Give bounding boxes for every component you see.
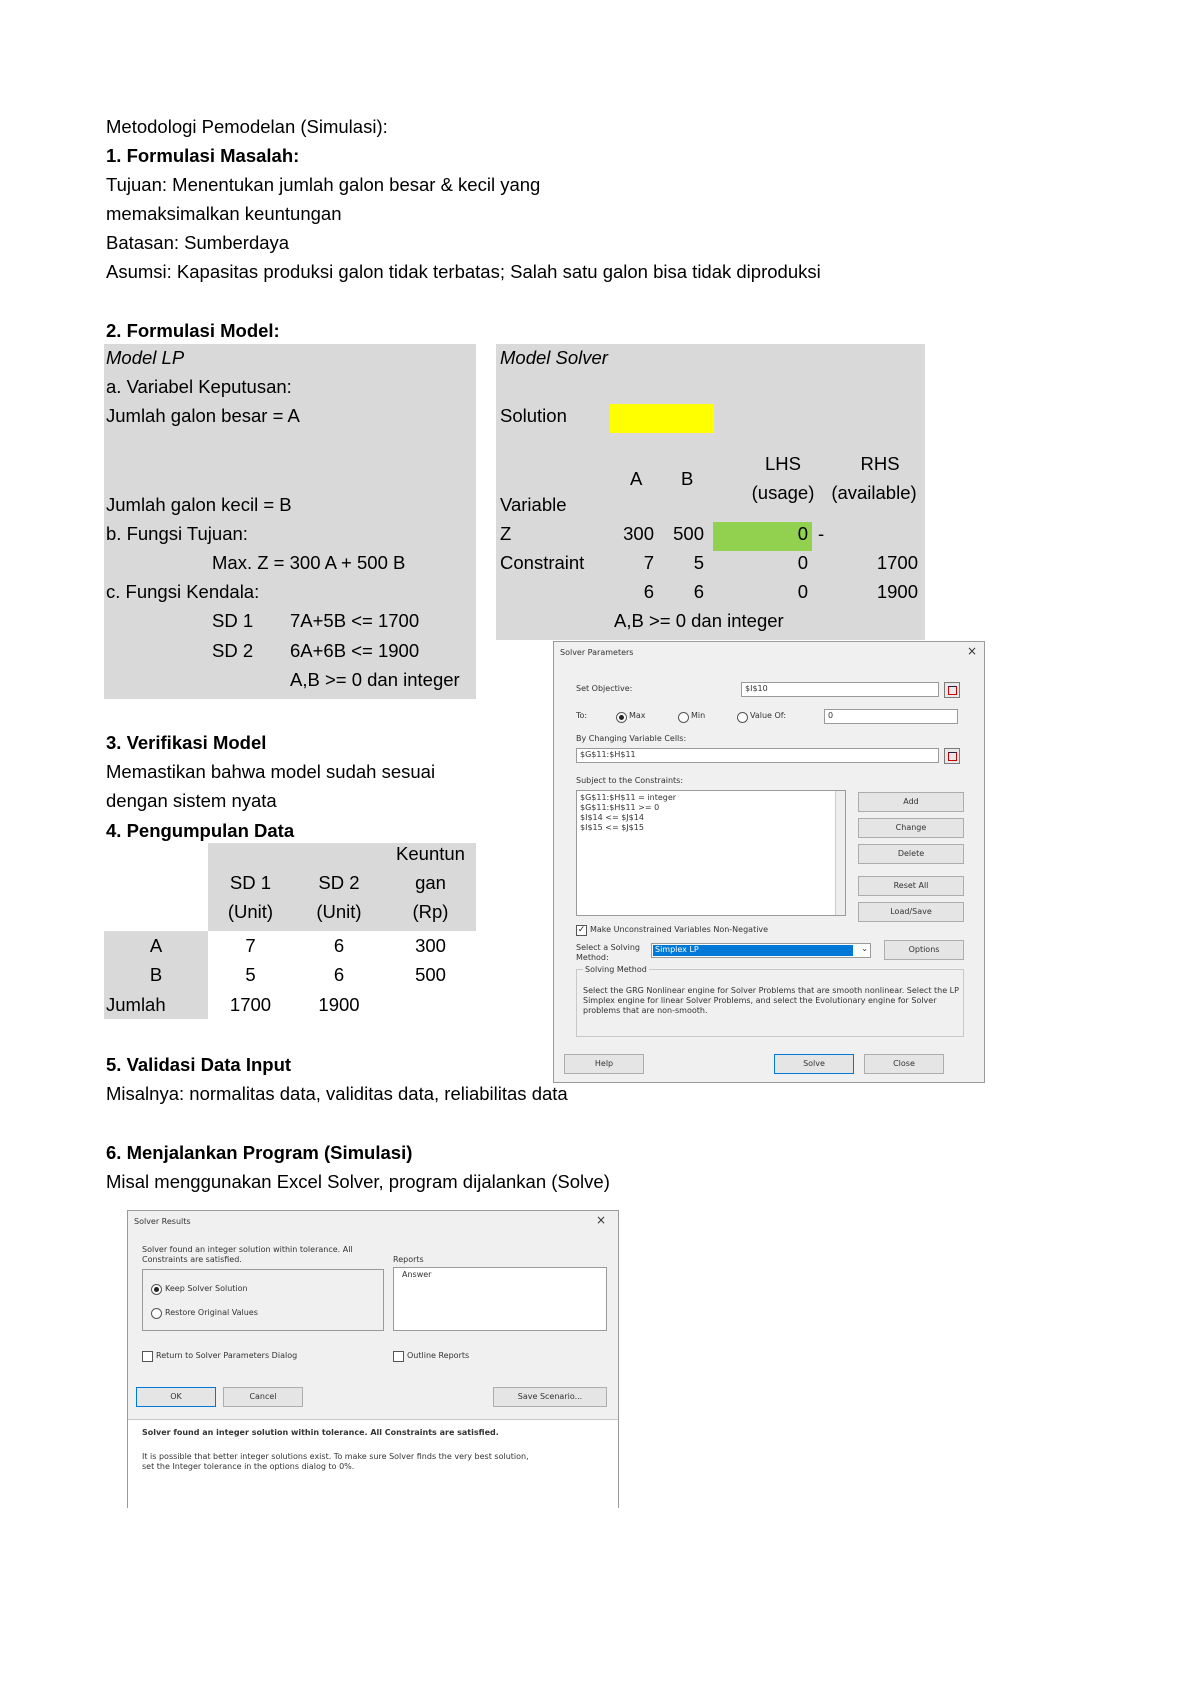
help-button[interactable]: Help xyxy=(564,1054,644,1074)
solver-c2-a: 6 xyxy=(643,581,654,602)
reset-all-button[interactable]: Reset All xyxy=(858,876,964,896)
constraints-scrollbar[interactable] xyxy=(835,791,845,915)
results-footer xyxy=(128,1419,618,1508)
solver-results-title: Solver Results xyxy=(134,1217,191,1226)
solver-results-dialog xyxy=(127,1210,619,1508)
keep-solution-label: Keep Solver Solution xyxy=(165,1284,248,1293)
reports-label: Reports xyxy=(393,1255,424,1264)
solver-col-lhs-sub: (usage) xyxy=(751,482,815,503)
row-b-label: B xyxy=(149,964,163,985)
solver-col-lhs: LHS xyxy=(765,453,801,474)
th-sd2: SD 2 xyxy=(318,872,360,893)
row-a-sd2: 6 xyxy=(333,935,345,956)
section-5-title: 5. Validasi Data Input xyxy=(106,1054,292,1075)
close-icon[interactable]: × xyxy=(596,1213,607,1227)
solver-col-a: A xyxy=(630,468,643,489)
options-button[interactable]: Options xyxy=(884,940,964,960)
solving-desc-line1: Select the GRG Nonlinear engine for Solver Problems that are smooth nonlinear. Select the LP xyxy=(583,986,959,995)
changing-cells-input[interactable]: $G$11:$H$11 xyxy=(576,748,939,763)
save-scenario-button[interactable]: Save Scenario... xyxy=(493,1387,607,1407)
value-of-input[interactable]: 0 xyxy=(824,709,958,724)
section-1-title: 1. Formulasi Masalah: xyxy=(106,145,300,166)
delete-button[interactable]: Delete xyxy=(858,844,964,864)
solver-col-rhs-sub: (available) xyxy=(831,482,917,503)
lp-variabel-keputusan: a. Variabel Keputusan: xyxy=(106,376,292,397)
footer-line1: It is possible that better integer solutions exist. To make sure Solver finds the very best solution, xyxy=(142,1452,529,1461)
constraint-item[interactable]: $G$11:$H$11 >= 0 xyxy=(580,803,660,812)
changing-ref-icon[interactable] xyxy=(944,748,960,764)
lp-sd1-label: SD 1 xyxy=(212,610,254,631)
model-solver-panel xyxy=(496,344,925,640)
s1-tujuan-line2: memaksimalkan keuntungan xyxy=(106,203,342,224)
objective-ref-icon[interactable] xyxy=(944,682,960,698)
solver-c1-a: 7 xyxy=(643,552,654,573)
lp-fungsi-kendala: c. Fungsi Kendala: xyxy=(106,581,260,602)
solving-method-legend: Solving Method xyxy=(585,965,647,974)
solver-params-title: Solver Parameters xyxy=(560,648,634,657)
row-a-k: 300 xyxy=(415,935,446,956)
cancel-button[interactable]: Cancel xyxy=(223,1387,303,1407)
s1-batasan: Batasan: Sumberdaya xyxy=(106,232,290,253)
s5-line1: Misalnya: normalitas data, validitas data, reliabilitas data xyxy=(106,1083,568,1104)
solver-c2-lhs: 0 xyxy=(797,581,808,602)
keep-solution-radio[interactable] xyxy=(151,1284,162,1295)
row-jumlah-sd2: 1900 xyxy=(318,994,360,1015)
min-label: Min xyxy=(691,711,706,720)
solution-cell xyxy=(610,404,714,433)
footer-line2: set the Integer tolerance in the options dialog to 0%. xyxy=(142,1462,355,1471)
model-solver-title: Model Solver xyxy=(500,347,608,368)
section-2-title: 2. Formulasi Model: xyxy=(106,320,280,341)
constraints-list[interactable] xyxy=(576,790,846,916)
th-sd1: SD 1 xyxy=(229,872,272,893)
solver-c2-b: 6 xyxy=(693,581,704,602)
reports-list[interactable] xyxy=(393,1267,607,1331)
row-b-k: 500 xyxy=(415,964,446,985)
results-message-2: Constraints are satisfied. xyxy=(142,1255,242,1264)
to-label: To: xyxy=(576,711,588,720)
ok-button[interactable]: OK xyxy=(136,1387,216,1407)
lp-fungsi-tujuan: b. Fungsi Tujuan: xyxy=(106,523,248,544)
th-keuntungan-2: gan xyxy=(415,872,446,893)
restore-values-radio[interactable] xyxy=(151,1308,162,1319)
section-4-title: 4. Pengumpulan Data xyxy=(106,820,295,841)
s1-tujuan-line1: Tujuan: Menentukan jumlah galon besar & kecil yang xyxy=(106,174,541,195)
outline-reports-label: Outline Reports xyxy=(407,1351,470,1360)
change-button[interactable]: Change xyxy=(858,818,964,838)
row-a-label: A xyxy=(149,935,163,956)
solver-col-b: B xyxy=(681,468,694,489)
constraint-item[interactable]: $I$15 <= $J$15 xyxy=(580,823,644,832)
section-6-title: 6. Menjalankan Program (Simulasi) xyxy=(106,1142,413,1163)
solver-z-label: Z xyxy=(500,523,512,544)
return-dialog-label: Return to Solver Parameters Dialog xyxy=(156,1351,298,1360)
make-nonneg-checkbox[interactable]: ✓ xyxy=(577,925,586,935)
s6-line1: Misal menggunakan Excel Solver, program dijalankan (Solve) xyxy=(106,1171,610,1192)
solver-col-rhs: RHS xyxy=(860,453,900,474)
th-keuntungan-3: (Rp) xyxy=(412,901,449,922)
solver-c1-b: 5 xyxy=(693,552,704,573)
set-objective-label: Set Objective: xyxy=(576,684,633,693)
lp-sd2-expr: 6A+6B <= 1900 xyxy=(290,640,420,661)
chevron-down-icon[interactable]: ⌄ xyxy=(861,944,868,953)
solver-c2-rhs: 1900 xyxy=(876,581,918,602)
solver-c1-rhs: 1700 xyxy=(876,552,918,573)
solver-z-b: 500 xyxy=(673,523,704,544)
s3-line1: Memastikan bahwa model sudah sesuai xyxy=(106,761,436,782)
lp-sd1-expr: 7A+5B <= 1700 xyxy=(290,610,420,631)
close-icon[interactable]: × xyxy=(967,644,978,658)
row-jumlah-label: Jumlah xyxy=(106,994,166,1015)
th-sd2-unit: (Unit) xyxy=(316,901,362,922)
constraint-item[interactable]: $G$11:$H$11 = integer xyxy=(580,793,677,802)
report-item-answer[interactable]: Answer xyxy=(402,1270,432,1279)
max-radio[interactable] xyxy=(616,712,627,723)
subject-to-label: Subject to the Constraints: xyxy=(576,776,684,785)
model-lp-title: Model LP xyxy=(106,347,185,368)
solving-desc-line3: problems that are non-smooth. xyxy=(583,1006,708,1015)
lp-galon-kecil: Jumlah galon kecil = B xyxy=(106,494,292,515)
footer-bold-message: Solver found an integer solution within tolerance. All Constraints are satisfied. xyxy=(142,1428,499,1437)
outline-reports-checkbox[interactable] xyxy=(393,1351,404,1362)
solver-solution-label: Solution xyxy=(500,405,567,426)
solver-nonneg: A,B >= 0 dan integer xyxy=(614,610,784,631)
s1-asumsi: Asumsi: Kapasitas produksi galon tidak terbatas; Salah satu galon bisa tidak diproduksi xyxy=(106,261,821,282)
solver-variable-label: Variable xyxy=(500,494,567,515)
solver-constraint-label: Constraint xyxy=(500,552,585,573)
select-method-label: Select a Solving Method: xyxy=(576,943,640,962)
solver-z-rhs: - xyxy=(818,523,825,544)
lp-galon-besar: Jumlah galon besar = A xyxy=(106,405,300,426)
min-radio[interactable] xyxy=(678,712,689,723)
restore-values-label: Restore Original Values xyxy=(165,1308,258,1317)
max-label: Max xyxy=(629,711,646,720)
by-changing-label: By Changing Variable Cells: xyxy=(576,734,687,743)
value-of-radio[interactable] xyxy=(737,712,748,723)
section-3-title: 3. Verifikasi Model xyxy=(106,732,267,753)
solution-options-group xyxy=(142,1269,384,1331)
set-objective-input[interactable]: $I$10 xyxy=(741,682,939,697)
solving-method-group xyxy=(576,965,964,1037)
constraint-item[interactable]: $I$14 <= $J$14 xyxy=(580,813,644,822)
th-sd1-unit: (Unit) xyxy=(227,901,274,922)
value-of-label: Value Of: xyxy=(750,711,787,720)
solver-parameters-dialog xyxy=(553,641,985,1083)
s3-line2: dengan sistem nyata xyxy=(106,790,277,811)
solving-desc-line2: Simplex engine for linear Solver Problems, and select the Evolutionary engine for Solver xyxy=(583,996,937,1005)
row-b-sd1: 5 xyxy=(245,964,256,985)
return-dialog-checkbox[interactable] xyxy=(142,1351,153,1362)
row-b-sd2: 6 xyxy=(333,964,345,985)
make-nonneg-label: Make Unconstrained Variables Non-Negative xyxy=(590,925,769,934)
solver-c1-lhs: 0 xyxy=(797,552,808,573)
th-keuntungan-1: Keuntun xyxy=(396,843,465,864)
solving-method-select[interactable]: Simplex LP ⌄ xyxy=(651,943,871,958)
load-save-button[interactable]: Load/Save xyxy=(858,902,964,922)
model-lp-panel xyxy=(104,344,476,699)
results-message-1: Solver found an integer solution within tolerance. All xyxy=(142,1245,353,1254)
solver-z-lhs: 0 xyxy=(797,523,808,544)
solver-z-a: 300 xyxy=(623,523,654,544)
page-title: Metodologi Pemodelan (Simulasi): xyxy=(106,116,388,137)
solve-button[interactable]: Solve xyxy=(774,1054,854,1074)
add-button[interactable]: Add xyxy=(858,792,964,812)
close-button[interactable]: Close xyxy=(864,1054,944,1074)
lp-sd2-label: SD 2 xyxy=(212,640,254,661)
row-a-sd1: 7 xyxy=(245,935,256,956)
lp-nonneg: A,B >= 0 dan integer xyxy=(290,669,460,690)
lp-objective-expr: Max. Z = 300 A + 500 B xyxy=(212,552,406,573)
row-jumlah-sd1: 1700 xyxy=(229,994,272,1015)
